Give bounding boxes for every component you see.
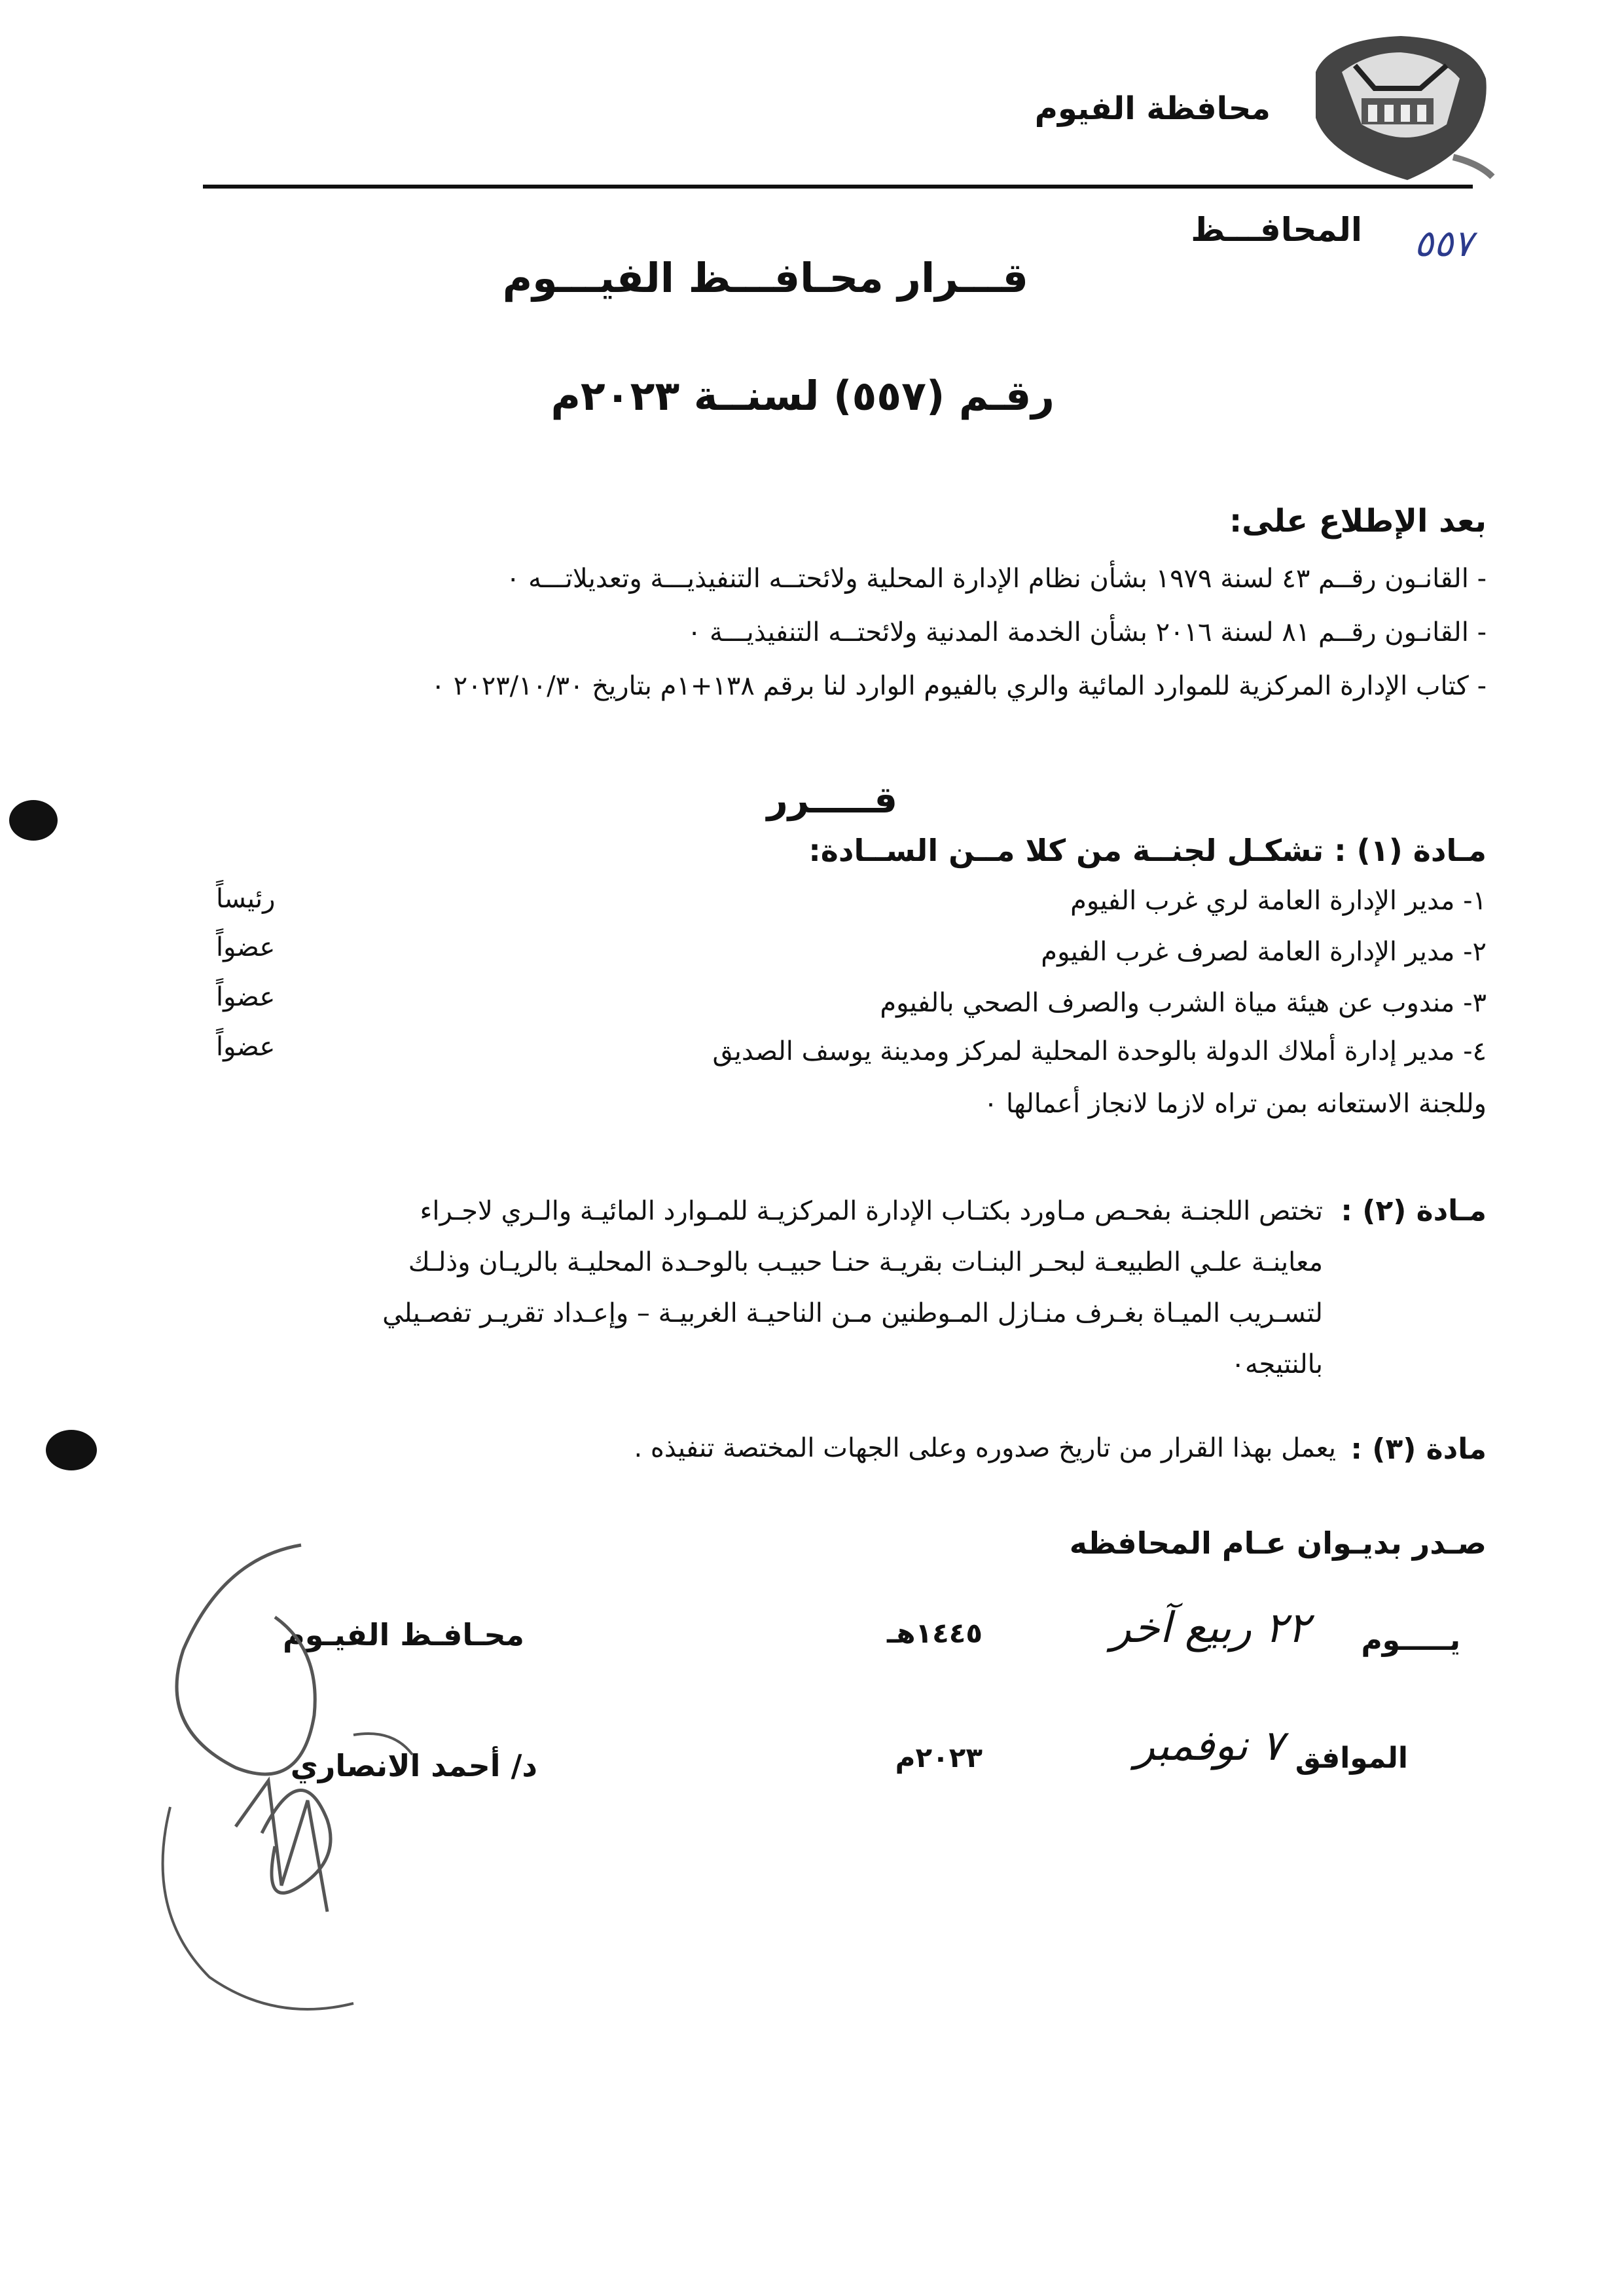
gregorian-year: ٢٠٢٣م (895, 1741, 983, 1774)
preamble-item: - القانـون رقــم ٤٣ لسنة ١٩٧٩ بشأن نظام الإدارة المحلية ولائحتــه التنفيذيـــة وتعديلاتـــه ٠ (505, 564, 1487, 594)
committee-member: ٣- مندوب عن هيئة مياة الشرب والصرف الصحي بالفيوم (880, 988, 1487, 1018)
article-3-text: يعمل بهذا القرار من تاريخ صدوره وعلى الجهات المختصة تنفيذه . (634, 1433, 1336, 1463)
committee-role: عضواً (216, 982, 276, 1012)
governor-office: المحافـــظ (1191, 211, 1362, 249)
decision-title: قـــرار محـافـــظ الفيـــوم (502, 254, 1028, 302)
punch-hole-mark (9, 800, 58, 841)
committee-note: وللجنة الاستعانه بمن تراه لازما لانجاز أعمالها ٠ (983, 1089, 1487, 1119)
article-2-line: بالنتيجه٠ (1231, 1349, 1323, 1379)
preamble-item: - كتاب الإدارة المركزية للموارد المائية والري بالفيوم الوارد لنا برقم ١٣٨+١م بتاريخ ٢٠٢٣/١٠/٣٠ ٠ (431, 671, 1487, 701)
article-2-line: لتسـريب الميـاة بغـرف منـازل المـوطنين مـن الناحيـة الغربيـة – وإعـداد تقريـر تفصـيلي (382, 1298, 1323, 1328)
article-2-label: مـادة (٢) : (1341, 1194, 1487, 1228)
committee-role: عضواً (216, 932, 276, 962)
committee-role: عضواً (216, 1032, 276, 1062)
article-2-line: معاينـة علـي الطبيعـة لبحـر البنـات بقريـة حنـا حبيـب بالوحـدة المحليـة بالريـان وذلـك (408, 1247, 1323, 1277)
committee-member: ١- مدير الإدارة العامة لري غرب الفيوم (1070, 886, 1487, 916)
governor-name: د/ أحمد الانصاري (290, 1748, 537, 1783)
handwritten-decision-number: ٥٥٧ (1414, 223, 1473, 265)
article-1-heading: مـادة (١) : تشكـل لجنــة من كلا مــن الســادة: (808, 833, 1487, 868)
preamble-heading: بعد الإطلاع على: (1229, 503, 1487, 539)
committee-member: ٢- مدير الإدارة العامة لصرف غرب الفيوم (1041, 937, 1487, 967)
governorate-logo (1303, 26, 1499, 190)
gregorian-label: الموافق (1295, 1741, 1408, 1775)
committee-role: رئيساً (216, 884, 276, 914)
article-3-label: مادة (٣) : (1350, 1432, 1487, 1466)
governorate-name: محافظة الفيوم (1034, 90, 1271, 127)
gregorian-date-handwritten: ٧ نوفمبر (1134, 1722, 1284, 1770)
header-rule (203, 185, 1473, 189)
hijri-date-handwritten: ٢٢ ربيع آخر (1110, 1604, 1310, 1652)
article-2-line: تختص اللجنـة بفحـص مـاورد بكتـاب الإدارة المركزيـة للمـوارد المائيـة والـري لاجـراء (420, 1196, 1323, 1226)
punch-hole-mark (46, 1430, 97, 1470)
committee-member: ٤- مدير إدارة أملاك الدولة بالوحدة المحلية لمركز ومدينة يوسف الصديق (712, 1036, 1487, 1066)
governor-signature (105, 1519, 550, 2030)
day-label: يـــــوم (1361, 1624, 1460, 1657)
governor-title: محـافـظ الفيـوم (283, 1617, 524, 1652)
issued-heading: صـدر بديـوان عـام المحافظه (1069, 1525, 1487, 1561)
decision-number: رقـم (٥٥٧) لسنــة ٢٠٢٣م (550, 372, 1055, 420)
hijri-year: ١٤٤٥هـ (886, 1617, 983, 1649)
decided-heading: قـــــرر (767, 779, 897, 822)
preamble-item: - القانـون رقــم ٨١ لسنة ٢٠١٦ بشأن الخدمة المدنية ولائحتــه التنفيذيـــة ٠ (687, 617, 1487, 647)
